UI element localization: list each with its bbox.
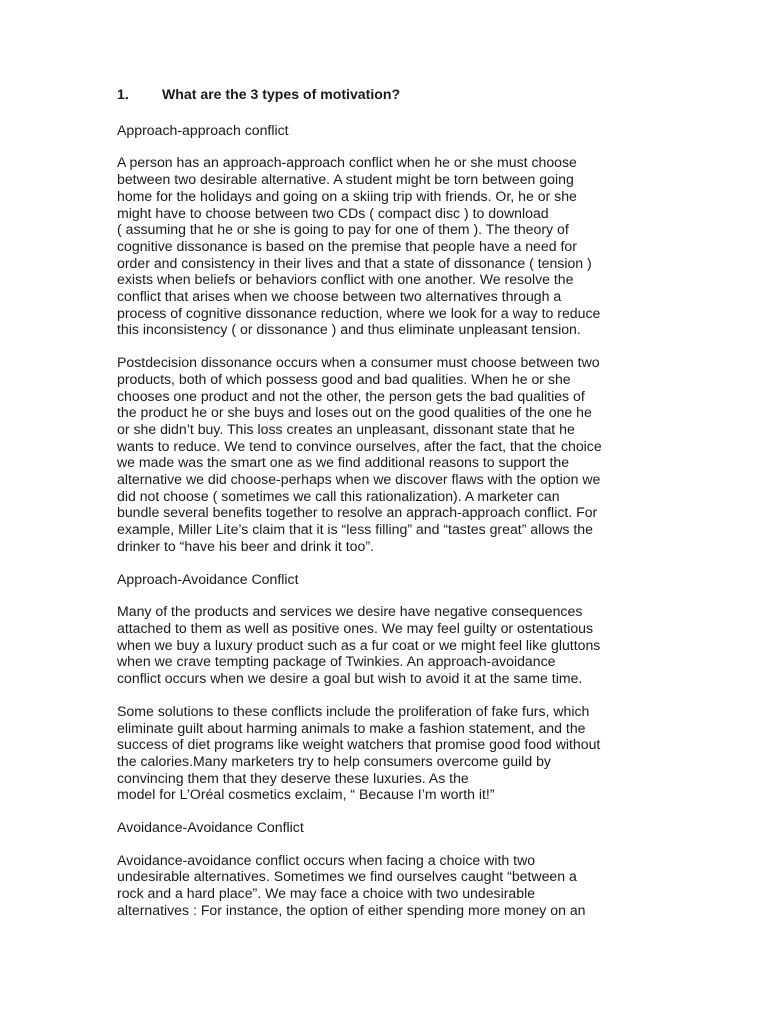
paragraph [117, 354, 657, 554]
text-line: exists when beliefs or behaviors conflict with one another. We resolve the [117, 271, 574, 288]
text-line: products, both of which possess good and bad qualities. When he or she [117, 370, 571, 387]
question-number: 1. [117, 86, 129, 102]
paragraph [117, 703, 657, 803]
text-line: might have to choose between two CDs ( compact disc ) to download [117, 204, 549, 221]
question-heading [117, 86, 657, 103]
text-line: when we buy a luxury product such as a fur coat or we might feel like gluttons [117, 636, 601, 653]
text-line: eliminate guilt about harming animals to make a fashion statement, and the [117, 719, 586, 736]
text-line: Many of the products and services we desire have negative consequences [117, 603, 583, 620]
text-line: conflict that arises when we choose between two alternatives through a [117, 288, 562, 305]
document-body [117, 86, 657, 935]
text-line: wants to reduce. We tend to convince ourselves, after the fact, that the choice [117, 437, 602, 454]
text-line: alternative we did choose-perhaps when we discover flaws with the option we [117, 471, 601, 488]
text-line: process of cognitive dissonance reduction, where we look for a way to reduce [117, 304, 601, 321]
text-line: alternatives : For instance, the option of either spending more money on an [117, 901, 586, 918]
text-line: ( assuming that he or she is going to pay for one of them ). The theory of [117, 221, 569, 238]
text-line: attached to them as well as positive ones. We may feel guilty or ostentatious [117, 619, 594, 636]
text-line: bundle several benefits together to resolve an apprach-approach conflict. For [117, 504, 598, 521]
text-line: the product he or she buys and loses out on the good qualities of the one he [117, 404, 592, 421]
text-line: rock and a hard place”. We may face a choice with two undesirable [117, 885, 536, 902]
text-line: Avoidance-avoidance conflict occurs when facing a choice with two [117, 851, 536, 868]
text-line: chooses one product and not the other, the person gets the bad qualities of [117, 387, 585, 404]
text-line: success of diet programs like weight watchers that promise good food without [117, 736, 601, 753]
text-line: drinker to “have his beer and drink it too”. [117, 537, 374, 554]
text-line: between two desirable alternative. A student might be torn between going [117, 171, 574, 188]
section-heading: Approach-Avoidance Conflict [117, 570, 299, 587]
section-heading: Avoidance-Avoidance Conflict [117, 819, 304, 836]
text-line: Postdecision dissonance occurs when a consumer must choose between two [117, 354, 600, 371]
text-line: A person has an approach-approach conflict when he or she must choose [117, 154, 577, 171]
section-heading: Approach-approach conflict [117, 121, 289, 138]
sections-container [117, 122, 657, 919]
text-line: did not choose ( sometimes we call this rationalization). A marketer can [117, 487, 560, 504]
text-line: home for the holidays and going on a skiing trip with friends. Or, he or she [117, 187, 577, 204]
text-line: when we crave tempting package of Twinkies. An approach-avoidance [117, 653, 556, 670]
paragraph [117, 154, 657, 338]
text-line: example, Miller Lite’s claim that it is “less filling” and “tastes great” allows the [117, 521, 593, 538]
text-line: order and consistency in their lives and that a state of dissonance ( tension ) [117, 254, 592, 271]
text-line: model for L’Oréal cosmetics exclaim, “ Because I’m worth it!” [117, 786, 495, 803]
text-line: convincing them that they deserve these luxuries. As the [117, 769, 469, 786]
paragraph [117, 852, 657, 919]
text-line: the calories.Many marketers try to help consumers overcome guild by [117, 752, 551, 769]
text-line: we made was the smart one as we find additional reasons to support the [117, 454, 570, 471]
text-line: cognitive dissonance is based on the premise that people have a need for [117, 237, 577, 254]
text-line: this inconsistency ( or dissonance ) and thus eliminate unpleasant tension. [117, 321, 581, 338]
text-line: undesirable alternatives. Sometimes we find ourselves caught “between a [117, 868, 577, 885]
text-line: Some solutions to these conflicts include the proliferation of fake furs, which [117, 702, 590, 719]
text-line: conflict occurs when we desire a goal but wish to avoid it at the same time. [117, 670, 583, 687]
text-line: or she didn’t buy. This loss creates an unpleasant, dissonant state that he [117, 420, 575, 437]
paragraph [117, 603, 657, 687]
question-text: What are the 3 types of motivation? [162, 86, 401, 102]
